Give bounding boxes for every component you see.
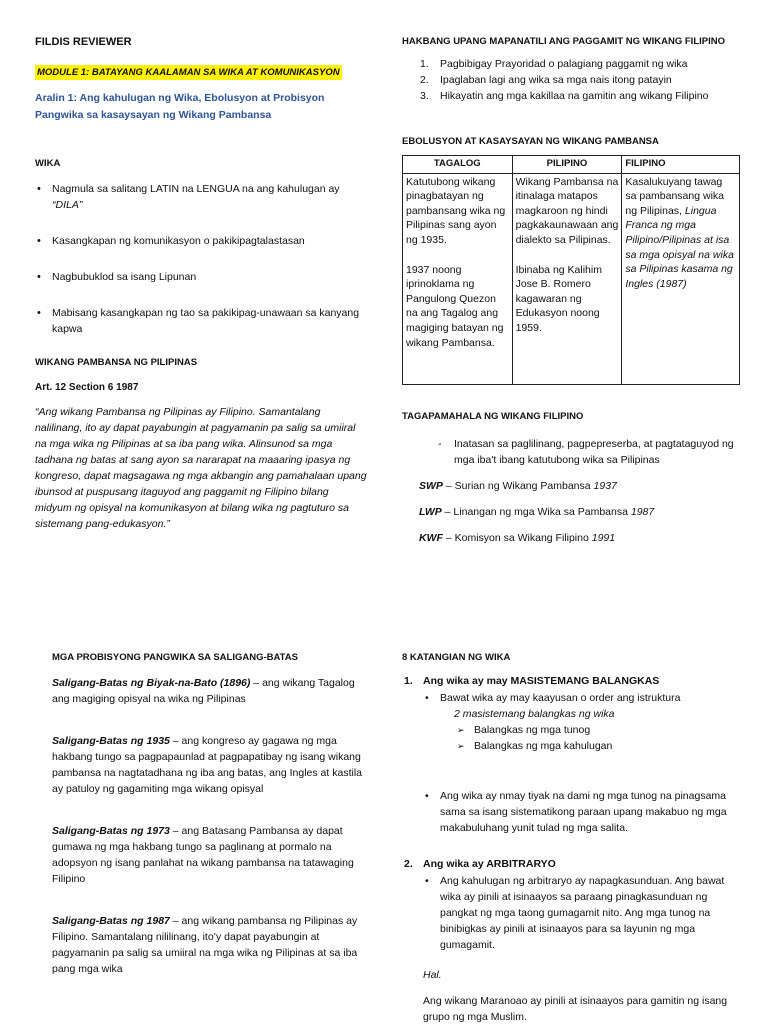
balangkas-list xyxy=(402,722,742,754)
agency-name: – Komisyon sa Wikang Filipino xyxy=(445,531,589,544)
agency-name: – Surian ng Wikang Pambansa xyxy=(445,479,591,492)
constitution-quote: “Ang wikang Pambansa ng Pilipinas ay Filipino. Samantalang nalilinang, ito ay dapat payabungin at pagyamanin pa salig sa umiiral na mga wika ng Pilipinas at sa iba pang wika. Alinsunod sa mga tadhana ng batas at sang ayon sa nararapat na maaaring ipasya ng kongreso, dapat magsagawa ng mga akbangin ang pamahalaan upang ibunsod at puspusang itaguyod ang paggamit ng Filipino bilang midyum ng opisyal na komunikasyon at bilang wika ng pagtuturo sa sistemang pang-edukasyon.” xyxy=(35,406,367,530)
wika-heading: WIKA xyxy=(35,158,61,169)
katangian-bullet: • Bawat wika ay may kaayusan o order ang istruktura xyxy=(423,690,742,706)
balangkas-item: ➢ Balangkas ng mga kahulugan xyxy=(454,738,742,754)
katangian-keyword: MASISTEMANG BALANGKAS xyxy=(510,675,660,687)
item-number: 2. xyxy=(420,74,429,86)
agency-lwp xyxy=(419,504,742,520)
wika-item-text: Nagmula sa salitang LATIN na LENGUA na ang kahulugan ay xyxy=(52,183,340,195)
cell-tagalog xyxy=(403,173,513,384)
left-bottom-column xyxy=(52,652,362,977)
katangian-1-list-2 xyxy=(402,788,742,836)
probisyon-text: – ang wikang pambansa ng Pilipinas ay Filipino. Samantalang nililinang, ito’y dapat payabungin at pagyamanin pa salig sa umiiral na mga wika ng Pilipinas at sa iba pang mga wika xyxy=(52,915,358,975)
item-number: 3. xyxy=(420,90,429,102)
katangian-bullet: • Ang kahulugan ng arbitraryo ay napagkasunduan. Ang bawat wika ay pinili at isinaayos sa paraang pinagkasunduan ng pangkat ng mga taong gumagamit nito. Ang mga tunog na binibigkas ay pinili at isinaayos para sa layunin ng mga gumagamit. xyxy=(423,873,742,953)
agency-name: – Linangan ng mga Wika sa Pambansa xyxy=(444,505,628,518)
agency-abbr: KWF xyxy=(419,531,443,544)
header-pilipino: PILIPINO xyxy=(512,156,622,174)
dila-quote: “DILA” xyxy=(52,199,83,211)
wika-item: • Kasangkapan ng komunikasyon o pakikipagtalastasan xyxy=(35,233,367,249)
probisyon-text: – ang Batasang Pambansa ay dapat gumawa ng mga hakbang tungo sa paglinang at pormalo na adopsyon ng isang panlahat na wikang pambansa na tatawaging Filipino xyxy=(52,825,354,885)
right-bottom-column xyxy=(402,652,742,1025)
hakbang-item xyxy=(420,72,742,88)
hakbang-item xyxy=(420,88,742,104)
document-title: FILDIS REVIEWER xyxy=(35,36,132,48)
item-number: 1. xyxy=(404,675,413,687)
agency-swp xyxy=(419,478,742,494)
table-header-row xyxy=(403,156,740,174)
filipino-text: Kasalukuyang tawag sa pambansang wika ng Pilipinas, xyxy=(625,175,725,217)
left-top-column xyxy=(35,36,367,532)
probisyon-item xyxy=(52,675,362,707)
agency-year: 1987 xyxy=(630,505,655,518)
katangian-prefix: Ang wika ay xyxy=(423,858,487,870)
katangian-prefix: Ang wika ay may xyxy=(423,675,511,687)
agency-abbr: SWP xyxy=(419,479,443,492)
wika-item xyxy=(35,181,367,213)
article-reference: Art. 12 Section 6 1987 xyxy=(35,382,139,393)
pilipino-text-2: Ibinaba ng Kalihim Jose B. Romero kagawaran ng Edukasyon noong 1959. xyxy=(515,263,602,334)
tagalog-text-1: Katutubong wikang pinagbatayan ng pambansang wika ng Pilipinas sang ayon ng 1935. xyxy=(406,175,506,246)
right-top-column xyxy=(402,36,742,546)
item-text: Ipaglaban lagi ang wika sa mga nais itong patayin xyxy=(440,74,672,86)
wika-item: • Mabisang kasangkapan ng tao sa pakikipag-unawaan sa kanyang kapwa xyxy=(35,305,367,337)
balangkas-item: ➢ Balangkas ng mga tunog xyxy=(454,722,742,738)
hakbang-item xyxy=(420,56,742,72)
cell-pilipino xyxy=(512,173,622,384)
header-filipino: FILIPINO xyxy=(622,156,740,174)
header-tagalog: TAGALOG xyxy=(403,156,513,174)
probisyon-heading: MGA PROBISYONG PANGWIKA SA SALIGANG-BATAS xyxy=(52,652,298,663)
halimbawa-text: Ang wikang Maranoao ay pinili at isinaayos para gamitin ng isang grupo ng mga Muslim. xyxy=(423,995,728,1023)
item-number: 1. xyxy=(420,58,429,70)
halimbawa-label: Hal. xyxy=(423,969,442,981)
cell-filipino xyxy=(622,173,740,384)
katangian-heading: 8 KATANGIAN NG WIKA xyxy=(402,652,511,663)
ebolusyon-table xyxy=(402,155,740,385)
probisyon-title: Saligang-Batas ng 1935 xyxy=(52,735,170,747)
cell-gap xyxy=(406,248,509,263)
katangian-1-list xyxy=(402,690,742,706)
wika-list xyxy=(35,181,367,337)
probisyon-title: Saligang-Batas ng Biyak-na-Bato (1896) xyxy=(52,677,251,689)
aralin-title: Aralin 1: Ang kahulugan ng Wika, Ebolusyon at Probisyon Pangwika sa kasaysayan ng Wikang Pambansa xyxy=(35,92,325,121)
tagapamahala-description: - Inatasan sa paglilinang, pagpepreserba, at pagtataguyod ng mga iba't ibang katutubong wika sa Pilipinas xyxy=(402,436,742,468)
katangian-2-heading xyxy=(402,858,742,870)
agency-list xyxy=(402,478,742,546)
module-title-highlight: MODULE 1: BATAYANG KAALAMAN SA WIKA AT KOMUNIKASYON xyxy=(37,67,340,78)
probisyon-title: Saligang-Batas ng 1987 xyxy=(52,915,170,927)
agency-year: 1937 xyxy=(593,479,617,492)
pambansa-heading: WIKANG PAMBANSA NG PILIPINAS xyxy=(35,357,198,368)
katangian-bullet: • Ang wika ay nmay tiyak na dami ng mga tunog na pinagsama sama sa isang sistematikong paraan upang makabuo ng mga makabuluhang yunit tulad ng mga salita. xyxy=(423,788,742,836)
item-text: Pagbibigay Prayoridad o palagiang paggamit ng wika xyxy=(440,58,688,70)
katangian-keyword: ARBITRARYO xyxy=(486,858,556,870)
wika-item: • Nagbubuklod sa isang Lipunan xyxy=(35,269,367,285)
tagapamahala-heading: TAGAPAMAHALA NG WIKANG FILIPINO xyxy=(402,410,584,422)
module-title-wrap xyxy=(35,62,367,80)
katangian-1-heading xyxy=(402,675,742,687)
cell-gap xyxy=(516,248,619,263)
agency-abbr: LWP xyxy=(419,505,442,518)
item-text: Hikayatin ang mga kakillaa na gamitin ang wikang Filipino xyxy=(440,90,709,102)
agency-kwf xyxy=(419,530,742,546)
probisyon-text: – ang wikang Tagalog ang magiging opisyal na wika ng Pilipinas xyxy=(52,677,355,705)
probisyon-text: – ang kongreso ay gagawa ng mga hakbang tungo sa pagpapaunlad at pagpapatibay ng isang wikang pambansa na nagtatadhana ng iba ang batas, ang Ingles at kastila ay patuloy ng gagamiting mga wikang opisyal xyxy=(52,735,362,795)
hakbang-list xyxy=(402,56,742,104)
ebolusyon-heading: EBOLUSYON AT KASAYSAYAN NG WIKANG PAMBANSA xyxy=(402,136,659,147)
hakbang-heading: HAKBANG UPANG MAPANATILI ANG PAGGAMIT NG WIKANG FILIPINO xyxy=(402,36,725,47)
item-number: 2. xyxy=(404,858,413,870)
probisyon-item xyxy=(52,823,362,887)
pilipino-text-1: Wikang Pambansa na itinalaga matapos magkaroon ng hindi pagkakaunawaan ang dialekto sa Pilipinas. xyxy=(515,175,619,246)
probisyon-item xyxy=(52,733,362,797)
balangkas-subheading: 2 masistemang balangkas ng wika xyxy=(454,708,615,720)
probisyon-title: Saligang-Batas ng 1973 xyxy=(52,825,170,837)
table-row xyxy=(403,173,740,384)
katangian-2-list xyxy=(402,873,742,953)
tagalog-text-2: 1937 noong iprinoklama ng Pangulong Quezon na ang Tagalog ang magiging batayan ng wikang Pambansa. xyxy=(406,263,504,349)
probisyon-item xyxy=(52,913,362,977)
agency-year: 1991 xyxy=(591,531,616,544)
filipino-italic-text: Lingua Franca ng mga Pilipino/Pilipinas at isa sa mga opisyal na wika sa Pilipinas kasama ng Ingles (1987) xyxy=(625,204,734,290)
